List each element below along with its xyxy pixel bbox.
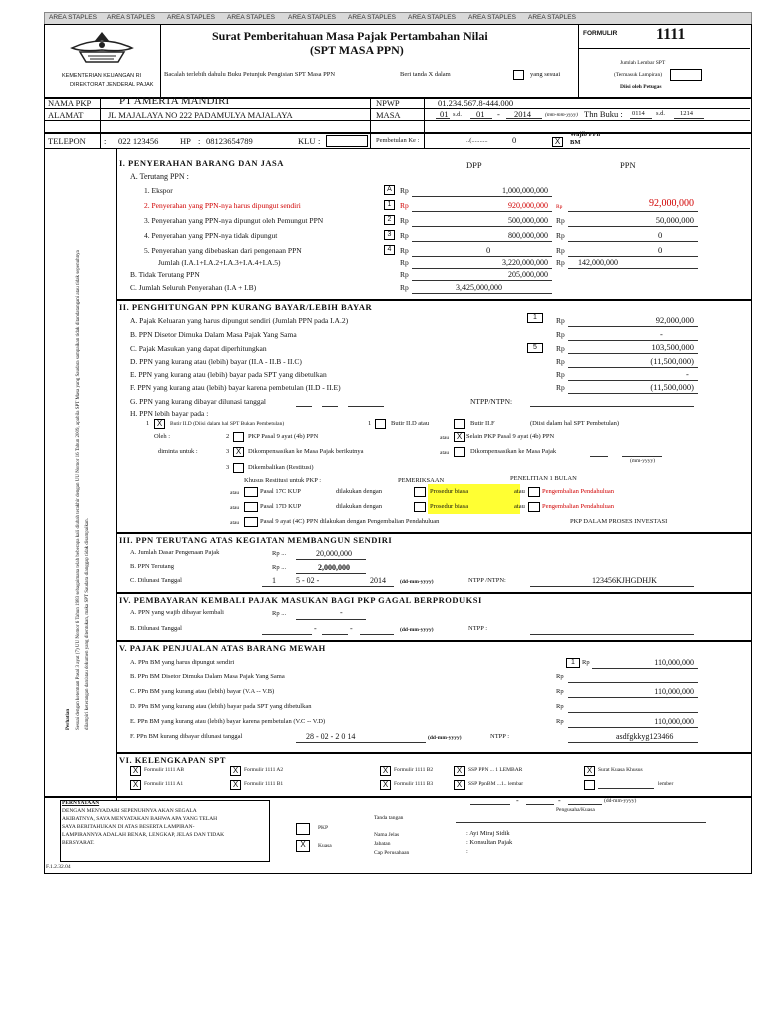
s5-row-rp: Rp [556, 718, 564, 725]
masa-year[interactable]: 2014 [514, 109, 531, 119]
s2-atau: atau [440, 435, 450, 441]
s3-b-label: B. PPN Terutang [130, 563, 175, 570]
tanda-tangan-label: Tanda tangan [374, 815, 404, 821]
s2-pasal-label: Pasal 17D KUP [260, 503, 302, 510]
s1-item-label: 2. Penyerahan yang PPN-nya harus dipungut sendiri [144, 201, 301, 210]
s2-h3-fmt: (mm-yyyy) [630, 458, 656, 464]
directorate-name: DIREKTORAT JENDERAL PAJAK [70, 82, 154, 88]
s1-jumlah-ppn[interactable]: 142,000,000 [578, 258, 618, 267]
s2-h1-text: Butir II.D (Diisi dalam hal SPT Bukan Pembetulan) [170, 421, 285, 427]
masa-to[interactable]: 01 [476, 109, 485, 119]
s2-h3-text: Dikompensasikan ke Masa Pajak berikutnya [248, 448, 364, 455]
klu-label: KLU [298, 136, 316, 146]
s1-ppn-rp: Rp [556, 246, 565, 255]
s4-a-label: A. PPN yang wajib dibayar kembali [130, 609, 224, 616]
s2-row-label: C. Pajak Masukan yang dapat diperhitungkan [130, 344, 267, 353]
s6-checkbox[interactable]: X [454, 780, 465, 790]
s3-ntpp-label: NTPP /NTPN: [468, 577, 506, 584]
s6-item-label: SSP PPN ... 1 LEMBAR [468, 767, 523, 773]
staples-label: AREA STAPLES [468, 14, 516, 21]
s2-atau: atau [230, 520, 240, 526]
s5-ntpp-label: NTPP : [490, 733, 510, 740]
s2-h4-text: Dikembalikan (Restitusi) [248, 464, 314, 471]
pembetulan-dots: ..(.......... [466, 137, 488, 144]
wajib-bm-label: BM [570, 139, 581, 146]
s6-checkbox[interactable]: X [230, 766, 241, 776]
termasuk-lampiran-label: (Termasuk Lampiran) [614, 72, 663, 78]
s2-atau: atau [440, 450, 450, 456]
s2-ntpp-label: NTPP/NTPN: [470, 397, 513, 406]
s2-row-value[interactable]: (11,500,000) [650, 382, 694, 392]
mark-note: Beri tanda X dalam [400, 71, 451, 78]
section-5-title: V. PAJAK PENJUALAN ATAS BARANG MEWAH [119, 643, 326, 653]
masa-from[interactable]: 01 [440, 109, 449, 119]
s2-g-label: G. PPN yang kurang dibayar dilunasi tanggal [130, 397, 267, 406]
s6-item-label: Formulir 1111 A2 [244, 767, 284, 773]
s2-pasal9-checkbox[interactable] [244, 517, 258, 527]
s6-item-label: SSP PpnBM ...1.. lembar [468, 781, 524, 787]
s2-pkp-pasal9-checkbox[interactable] [233, 432, 244, 442]
s2-kompensasi-masa-checkbox[interactable] [454, 447, 465, 457]
s3-a-rp: Rp ... [272, 550, 287, 557]
s2-pengembalian-checkbox[interactable] [528, 487, 540, 497]
s4-b-label: B. Dilunasi Tanggal [130, 625, 182, 632]
wajib-ppn-label: Wajib PPn [570, 131, 601, 138]
s6-lember: lember [658, 781, 674, 787]
pengusaha-label: Pengusaha/Kuasa [556, 807, 595, 813]
cap-label: Cap Perusahaan [374, 850, 410, 856]
s1-tidak-terutang-dpp[interactable]: 205,000,000 [508, 270, 548, 279]
s6-checkbox[interactable]: X [130, 766, 141, 776]
s1-item-dpp[interactable]: 500,000,000 [508, 216, 548, 225]
s1-item-label: 3. Penyerahan yang PPN-nya dipungut oleh Pemungut PPN [144, 216, 324, 225]
nama-pkp-label: NAMA PKP [48, 98, 92, 108]
s5-row-value[interactable]: 110,000,000 [654, 687, 694, 696]
s2-atau: atau [514, 488, 525, 495]
staples-label: AREA STAPLES [288, 14, 336, 21]
hp-value[interactable]: 08123654789 [206, 136, 253, 146]
s1-item-ppn[interactable]: 92,000,000 [649, 198, 694, 209]
pembetulan-value[interactable]: 0 [512, 135, 517, 145]
s6-item-label: Formulir 1111 B2 [394, 767, 434, 773]
mark-note-2: yang sesuai [530, 71, 561, 78]
s2-pasal-mid: dilakukan dengan [336, 488, 383, 495]
masa-sd: s.d. [453, 111, 463, 118]
s2-h-label: H. PPN lebih bayar pada : [130, 409, 209, 418]
thn-buku-from[interactable]: 0114 [632, 110, 645, 117]
s1-jumlah-label: Jumlah (I.A.1+I.A.2+I.A.3+I.A.4+I.A.5) [158, 258, 281, 267]
s1-item-rp: Rp [400, 246, 409, 255]
staples-label: AREA STAPLES [49, 14, 97, 21]
s1-jumlah-ppn-rp: Rp [556, 258, 565, 267]
ministry-name: KEMENTERIAN KEUANGAN RI [62, 73, 142, 79]
statement-date-fmt: (dd-mm-yyyy) [604, 798, 637, 804]
s2-row-label: D. PPN yang kurang atau (lebih) bayar (II.A - II.B - II.C) [130, 357, 302, 366]
s4-a-rp: Rp ... [272, 610, 287, 617]
s5-f-fmt: (dd-mm-yyyy) [428, 735, 462, 741]
s5-row-label: E. PPn BM yang kurang atau (lebih) bayar karena pembetulan (V.C -- V.D) [130, 718, 326, 725]
side-note-title: Perhatian [66, 708, 71, 730]
s1-tidak-terutang-label: B. Tidak Terutang PPN [130, 270, 200, 279]
statement-title: PERNYATAAN [62, 800, 100, 806]
s2-kompensasi-checkbox[interactable]: X [233, 447, 244, 457]
s2-row-rp: Rp [556, 344, 565, 353]
s2-pasal17c-checkbox[interactable] [244, 487, 258, 497]
s6-item-label: Formulir 1111 B1 [244, 781, 284, 787]
s2-pasal9-label: Pasal 9 ayat (4C) PPN dilakukan dengan Pengembalian Pendahuluan [260, 518, 440, 525]
s2-row-label: E. PPN yang kurang atau (lebih) bayar pada SPT yang dibetulkan [130, 370, 327, 379]
s2-pasal-proc: Prosedur biasa [430, 503, 469, 510]
s2-row-value[interactable]: - [660, 329, 663, 339]
telepon-label: TELEPON [48, 136, 86, 146]
s2-row-rp: Rp [556, 370, 565, 379]
s2-penelitian: PENELITIAN 1 BULAN [510, 475, 577, 482]
instruction-text: Bacalah terlebih dahulu Buku Petunjuk Pengisian SPT Masa PPN [164, 71, 336, 78]
s4-b-fmt: (dd-mm-yyyy) [400, 627, 434, 633]
s2-row-code: 5 [527, 343, 543, 353]
s5-f-label: F. PPn BM kurang dibayar dilunasi tanggal [130, 733, 243, 740]
nama-pkp-value[interactable]: PT AMERTA MANDIRI [119, 95, 230, 107]
s2-row-value[interactable]: 103,500,000 [651, 342, 694, 352]
s1-ppn-rp-small: Rp [556, 204, 563, 210]
s2-h3-right: Dikompensasikan ke Masa Pajak [470, 448, 557, 455]
s6-checkbox[interactable]: X [584, 766, 595, 776]
formulir-label: FORMULIR [583, 30, 618, 37]
s2-pemeriksaan: PEMERIKSAAN [398, 477, 445, 484]
s2-diminta: diminta untuk : [158, 448, 198, 455]
s1-item-rp: Rp [400, 201, 409, 210]
s1-item-ppn[interactable]: 0 [658, 230, 663, 240]
s1-item-code: 3 [384, 230, 395, 240]
s3-c-fmt: (dd-mm-yyyy) [400, 579, 434, 585]
s3-a-label: A. Jumlah Dasar Pengenaan Pajak [130, 549, 220, 556]
s2-row-rp: Rp [556, 383, 565, 392]
s2-atau: atau [230, 505, 240, 511]
s2-row-code: 1 [527, 313, 543, 323]
s3-b-value[interactable]: 2,000,000 [318, 563, 350, 572]
s1-item-code: A [384, 185, 395, 195]
s3-a-value[interactable]: 20,000,000 [316, 549, 352, 558]
s5-row-value[interactable]: 110,000,000 [654, 717, 694, 726]
masa-label: MASA [376, 110, 401, 120]
s1-item-rp: Rp [400, 186, 409, 195]
wajib-ppnbm-checkbox[interactable]: X [552, 137, 563, 147]
s1-item-code: 2 [384, 215, 395, 225]
s2-h2-right: Selain PKP Pasal 9 ayat (4b) PPN [466, 433, 555, 440]
diisi-petugas-label: Diisi oleh Petugas [620, 84, 662, 90]
s2-pkp-proses: PKP DALAM PROSES INVESTASI [570, 518, 668, 525]
s5-row-rp: Rp [582, 659, 590, 666]
jumlah-lembar-label: Jumlah Lembar SPT [620, 60, 666, 66]
s1-item-rp: Rp [400, 216, 409, 225]
statement-text: SAYA BERITAHUKAN DI ATAS BESERTA LAMPIRAN- [62, 824, 195, 830]
s2-restitusi-checkbox[interactable] [233, 463, 244, 473]
s2-h1-num: 1 [146, 420, 150, 427]
s6-checkbox[interactable]: X [380, 780, 391, 790]
telepon-value[interactable]: 022 123456 [118, 136, 159, 146]
s2-pasal-proc: Prosedur biasa [430, 488, 469, 495]
s2-row-label: B. PPN Disetor Dimuka Dalam Masa Pajak Yang Sama [130, 330, 297, 339]
formulir-number: 1111 [656, 26, 686, 43]
alamat-value[interactable]: JL MAJALAYA NO 222 PADAMULYA MAJALAYA [108, 110, 293, 120]
pkp-label: PKP [318, 825, 329, 831]
side-note: Sesuai dengan ketentuan Pasal 3 ayat (7) UU Nomor 6 Tahun 1983 sebagaimana telah beberapa kali diubah terakhir dengan UU Nomor 16 Tahun 2009, apabila SPT Masa yang Saudara sampaikan tidak ditandatangani atau tidak sepenuhnya [76, 250, 81, 730]
s3-ntpp-value[interactable]: 123456KJHGDHJK [592, 576, 657, 585]
s5-row-label: A. PPn BM yang harus dipungut sendiri [130, 659, 235, 666]
s3-c-label: C. Dilunasi Tanggal [130, 577, 182, 584]
klu-field[interactable] [326, 135, 368, 147]
s2-pengembalian-checkbox[interactable] [528, 502, 540, 512]
s1-jumlah-seluruh-dpp[interactable]: 3,425,000,000 [456, 283, 502, 292]
s2-pasal-label: Pasal 17C KUP [260, 488, 301, 495]
s1-ppn-rp: Rp [556, 231, 565, 240]
s6-checkbox[interactable]: X [130, 780, 141, 790]
section-2-title: II. PENGHITUNGAN PPN KURANG BAYAR/LEBIH BAYAR [119, 302, 373, 312]
col-ppn-header: PPN [620, 160, 636, 170]
section-4-title: IV. PEMBAYARAN KEMBALI PAJAK MASUKAN BAGI PKP GAGAL BERPRODUKSI [119, 595, 482, 605]
nama-jelas-label: Nama Jelas [374, 832, 400, 838]
section-6-title: VI. KELENGKAPAN SPT [119, 755, 226, 765]
jumlah-lembar-field[interactable] [670, 69, 702, 81]
s5-row-rp: Rp [556, 688, 564, 695]
staples-label: AREA STAPLES [348, 14, 396, 21]
s2-pasal17d-checkbox[interactable] [244, 502, 258, 512]
s6-checkbox[interactable]: X [454, 766, 465, 776]
s1-item-dpp[interactable]: 1,000,000,000 [502, 186, 548, 195]
s2-row-value[interactable]: 92,000,000 [655, 315, 694, 325]
s2-restitusi-label: Khusus Restitusi untuk PKP : [244, 477, 322, 484]
s5-f-date[interactable]: 28 - 02 - 2 0 14 [306, 732, 356, 741]
s3-c-day[interactable]: 1 [272, 576, 276, 585]
pkp-checkbox[interactable] [296, 823, 310, 835]
s6-checkbox[interactable] [584, 780, 595, 790]
s2-pasal-right: Pengembalian Pendahuluan [542, 503, 615, 510]
statement-text: BERSYARAT. [62, 840, 95, 846]
s2-pasal-mid: dilakukan dengan [336, 503, 383, 510]
s2-h2-num: 2 [226, 433, 230, 440]
kuasa-checkbox[interactable]: X [296, 840, 310, 852]
thn-buku-to[interactable]: 1214 [680, 110, 693, 117]
s1-item-rp: Rp [400, 231, 409, 240]
s5-row-label: B. PPn BM Disetor Dimuka Dalam Masa Pajak Yang Sama [130, 673, 285, 680]
s2-row-rp: Rp [556, 357, 565, 366]
section-3-title: III. PPN TERUTANG ATAS KEGIATAN MEMBANGUN SENDIRI [119, 535, 393, 545]
s6-item-label: Formulir 1111 A1 [144, 781, 184, 787]
example-checkbox [513, 70, 524, 80]
s2-row-rp: Rp [556, 330, 565, 339]
thn-buku-label: Thn Buku : [584, 109, 623, 119]
thn-buku-sd: s.d. [656, 110, 666, 117]
s2-atau: atau [514, 503, 525, 510]
s1-jumlah-seluruh-rp: Rp [400, 283, 409, 292]
s1-jumlah-seluruh-label: C. Jumlah Seluruh Penyerahan (I.A + I.B) [130, 283, 257, 292]
s2-h3-num: 3 [226, 448, 230, 455]
jabatan-label: Jabatan [374, 841, 391, 847]
s6-item-label: Formulir 1111 AB [144, 767, 185, 773]
s6-item-label: Surat Kuasa Khusus [598, 767, 643, 773]
s5-row-rp: Rp [556, 673, 564, 680]
s1-item-label: 5. Penyerahan yang dibebaskan dari pengenaan PPN [144, 246, 302, 255]
terutang-label: A. Terutang PPN : [130, 172, 189, 181]
statement-text: LAMPIRANNYA ADALAH BENAR, LENGKAP, JELAS DAN TIDAK [62, 832, 225, 838]
hp-label: HP [180, 136, 191, 146]
s2-prosedur-checkbox[interactable] [414, 487, 426, 497]
s5-row-code: 1 [566, 658, 580, 668]
s2-h1b-text: Butir II.D atau [391, 420, 430, 427]
jabatan-value[interactable]: : Konsultan Pajak [466, 839, 513, 846]
garuda-logo-icon [62, 28, 142, 68]
s4-a-value[interactable]: - [340, 608, 343, 617]
s2-row-value[interactable]: (11,500,000) [650, 356, 694, 366]
section-1-title: I. PENYERAHAN BARANG DAN JASA [119, 158, 284, 168]
s5-ntpp-value[interactable]: asdfgkkyg123466 [616, 732, 674, 741]
s3-b-rp: Rp ... [272, 564, 287, 571]
npwp-label: NPWP [376, 98, 400, 108]
s2-h1-checkbox[interactable]: X [154, 419, 165, 429]
s2-butir-iif-checkbox[interactable] [454, 419, 465, 429]
footer-code: F.1.2.32.04 [46, 864, 71, 870]
col-dpp-header: DPP [466, 160, 482, 170]
staples-label: AREA STAPLES [408, 14, 456, 21]
s1-jumlah-dpp[interactable]: 3,220,000,000 [502, 258, 548, 267]
form-title: Surat Pemberitahuan Masa Pajak Pertambahan Nilai [212, 29, 488, 43]
s2-h2-text: PKP Pasal 9 ayat (4b) PPN [248, 433, 319, 440]
s5-row-rp: Rp [556, 703, 564, 710]
side-note-2: dilampiri keterangan dan/atau dokumen yang ditentukan, maka SPT Saudara dianggap tidak disampaikan. [85, 518, 90, 730]
s6-checkbox[interactable]: X [230, 780, 241, 790]
npwp-value[interactable]: 01.234.567.8-444.000 [438, 98, 514, 108]
s2-row-rp: Rp [556, 316, 565, 325]
s4-ntpp-label: NTPP : [468, 625, 488, 632]
s2-prosedur-checkbox[interactable] [414, 502, 426, 512]
s5-row-label: C. PPn BM yang kurang atau (lebih) bayar (V.A -- V.B) [130, 688, 275, 695]
kuasa-label: Kuasa [318, 843, 332, 849]
s1-item-label: 1. Ekspor [144, 186, 173, 195]
staples-label: AREA STAPLES [167, 14, 215, 21]
s1-item-ppn[interactable]: 50,000,000 [655, 215, 694, 225]
staples-label: AREA STAPLES [227, 14, 275, 21]
s2-h1d-text: (Diisi dalam hal SPT Pembetulan) [530, 420, 620, 427]
statement-text: DENGAN MENYADARI SEPENUHNYA AKAN SEGALA [62, 808, 197, 814]
staples-label: AREA STAPLES [528, 14, 576, 21]
s1-item-code: 1 [384, 200, 395, 210]
spt-form [44, 24, 752, 874]
s6-item-label: Formulir 1111 B3 [394, 781, 434, 787]
pembetulan-label: Pembetulan Ke : [376, 137, 420, 144]
s5-row-label: D. PPn BM yang kurang atau (lebih) bayar pada SPT yang dibetulkan [130, 703, 312, 710]
s2-row-value[interactable]: - [686, 369, 689, 379]
s2-row-label: F. PPN yang kurang atau (lebih) bayar karena pembetulan (II.D - II.E) [130, 383, 341, 392]
s6-checkbox[interactable]: X [380, 766, 391, 776]
s2-h4-num: 3 [226, 464, 230, 471]
s2-row-label: A. Pajak Keluaran yang harus dipungut sendiri (Jumlah PPN pada I.A.2) [130, 316, 349, 325]
s1-item-dpp[interactable]: 920,000,000 [508, 201, 548, 210]
s3-c-year[interactable]: 2014 [370, 576, 386, 585]
s5-row-value[interactable]: 110,000,000 [654, 658, 694, 667]
s1-tidak-terutang-rp: Rp [400, 270, 409, 279]
s1-jumlah-rp: Rp [400, 258, 409, 267]
s2-oleh: Oleh : [154, 433, 171, 440]
s1-item-code: 4 [384, 245, 395, 255]
staples-label: AREA STAPLES [107, 14, 155, 21]
s2-atau: atau [230, 490, 240, 496]
s1-item-dpp[interactable]: 800,000,000 [508, 231, 548, 240]
s1-item-dpp[interactable]: 0 [486, 245, 491, 255]
masa-format: (mm-mm-yyyy) [545, 112, 578, 118]
s2-h1c-text: Butir II.F [470, 420, 495, 427]
statement-text: AKIBATNYA, SAYA MENYATAKAN BAHWA APA YANG TELAH [62, 816, 218, 822]
s1-item-ppn[interactable]: 0 [658, 245, 663, 255]
s1-item-label: 4. Penyerahan yang PPN-nya tidak dipungut [144, 231, 278, 240]
s2-butir-iid-checkbox[interactable] [375, 419, 386, 429]
s2-selain-pkp-checkbox[interactable]: X [454, 432, 465, 442]
s2-h1b-num: 1 [368, 420, 372, 427]
s3-c-mid[interactable]: 5 - 02 - [296, 576, 320, 585]
s2-pasal-right: Pengembalian Pendahuluan [542, 488, 615, 495]
alamat-label: ALAMAT [48, 110, 84, 120]
form-subtitle: (SPT MASA PPN) [310, 43, 404, 57]
s1-ppn-rp: Rp [556, 216, 565, 225]
cap-value: : [466, 848, 468, 855]
nama-jelas-value[interactable]: : Ayi Miraj Sidik [466, 830, 510, 837]
